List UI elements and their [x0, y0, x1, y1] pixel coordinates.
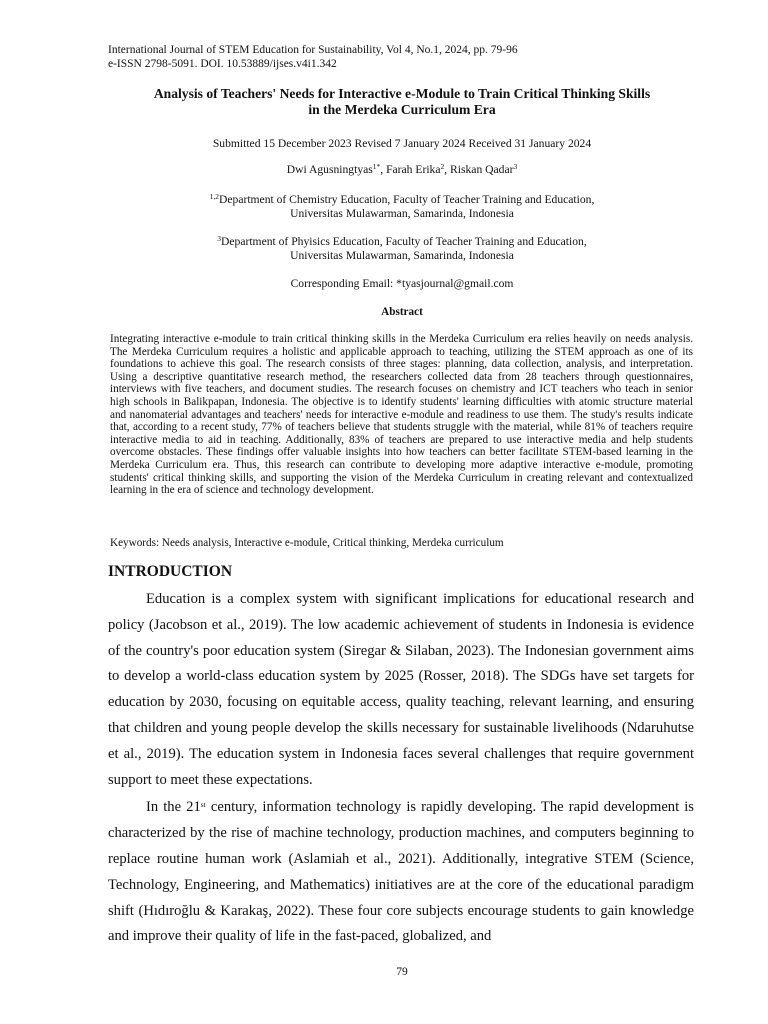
introduction-heading: INTRODUCTION — [108, 563, 233, 580]
abstract-text: Integrating interactive e-module to train critical thinking skills in the Merdeka Curriculum era relies heavily on needs analysis. The Merdeka Curriculum requires a holistic and applicable approach to teaching, utilizing the STEM approach as one of its foundations to achieve this goal. The research consists of three stages: planning, data collection, analysis, and interpretation. Using a descriptive quantitative research method, the researchers collected data from 28 teachers through questionnaires, interviews with five teachers, and document studies. The research focuses on chemistry and ICT teachers who teach in senior high schools in Balikpapan, Indonesia. The objective is to identify students' learning difficulties with atomic structure material and nanomaterial advantages and teachers' needs for interactive e-module and readiness to use them. The study's results indicate that, according to a recent study, 77% of teachers believe that students struggle with the material, while 81% of teachers require interactive media to aid in teaching. Additionally, 83% of teachers are prepared to use interactive media and help students overcome obstacles. These findings offer valuable insights into how teachers can better facilitate STEM-based learning in the Merdeka Curriculum era. Thus, this research can contribute to developing more adaptive interactive e-module, promoting students' critical thinking skills, and supporting the vision of the Merdeka Curriculum in creating relevant and contextualized learning in the era of science and technology development. — [110, 333, 693, 497]
submission-dates: Submitted 15 December 2023 Revised 7 January 2024 Received 31 January 2024 — [212, 137, 592, 150]
page-number: 79 — [396, 966, 408, 978]
body-paragraph — [108, 795, 694, 950]
affiliation — [100, 235, 704, 263]
ordinal-superscript: st — [200, 800, 206, 810]
author-list — [100, 163, 704, 177]
affiliation-line: Universitas Mulawarman, Samarinda, Indonesia — [290, 249, 514, 262]
affiliation-mark: 1,2 — [209, 192, 219, 201]
affiliation-line: Universitas Mulawarman, Samarinda, Indonesia — [290, 207, 514, 220]
paragraph-text: In the 21 — [146, 799, 201, 816]
author-name: Riskan Qadar — [450, 163, 514, 176]
author-name: Dwi Agusningtyas — [286, 163, 373, 176]
body-paragraph: Education is a complex system with significant implications for educational research and policy (Jacobson et al., 2019). The low academic achievement of students in Indonesia is evidence of the country's poor education system (Siregar & Silaban, 2023). The Indonesian government aims to develop a world-class education system by 2025 (Rosser, 2018). The SDGs have set targets for education by 2030, focusing on equitable access, quality teaching, relevant learning, and ensuring that children and young people develop the skills necessary for sustainable livelihoods (Ndaruhutse et al., 2019). The education system in Indonesia faces several challenges that require government support to meet these expectations. — [108, 591, 694, 788]
affiliation-line: Department of Chemistry Education, Faculty of Teacher Training and Education, — [219, 193, 595, 206]
author-name: Farah Erika — [386, 163, 441, 176]
title-line-1: Analysis of Teachers' Needs for Interactive e-Module to Train Critical Thinking Skills — [153, 86, 651, 101]
corresponding-email: Corresponding Email: *tyasjournal@gmail.com — [290, 277, 514, 290]
introduction-body — [108, 587, 694, 952]
author-separator: , — [380, 163, 387, 176]
journal-header-line: International Journal of STEM Education for Sustainability, Vol 4, No.1, 2024, pp. 79-96 — [108, 44, 518, 56]
title-line-2: in the Merdeka Curriculum Era — [308, 102, 496, 117]
affiliation — [100, 193, 704, 221]
author-affiliation-mark: 3 — [513, 162, 518, 171]
abstract-heading: Abstract — [381, 306, 423, 318]
affiliation-mark: 3 — [217, 234, 222, 243]
keywords: Keywords: Needs analysis, Interactive e-module, Critical thinking, Merdeka curriculum — [110, 537, 504, 549]
affiliation-line: Department of Phyisics Education, Faculty of Teacher Training and Education, — [221, 235, 587, 248]
author-affiliation-mark: 1* — [372, 162, 381, 171]
doi-header-line: e-ISSN 2798-5091. DOI. 10.53889/ijses.v4i1.342 — [108, 58, 337, 70]
paper-title — [100, 86, 704, 118]
paragraph-text: century, information technology is rapidly developing. The rapid development is characterized by the rise of machine technology, production machines, and computers beginning to replace routine human work (Aslamiah et al., 2021). Additionally, integrative STEM (Science, Technology, Engineering, and Mathematics) initiatives are at the core of the educational paradigm shift (Hıdıroğlu & Karakaş, 2022). These four core subjects encourage students to gain knowledge and improve their quality of life in the fast-paced, globalized, and — [108, 799, 694, 945]
author-affiliation-mark: 2 — [440, 162, 445, 171]
author-separator: , — [444, 163, 451, 176]
